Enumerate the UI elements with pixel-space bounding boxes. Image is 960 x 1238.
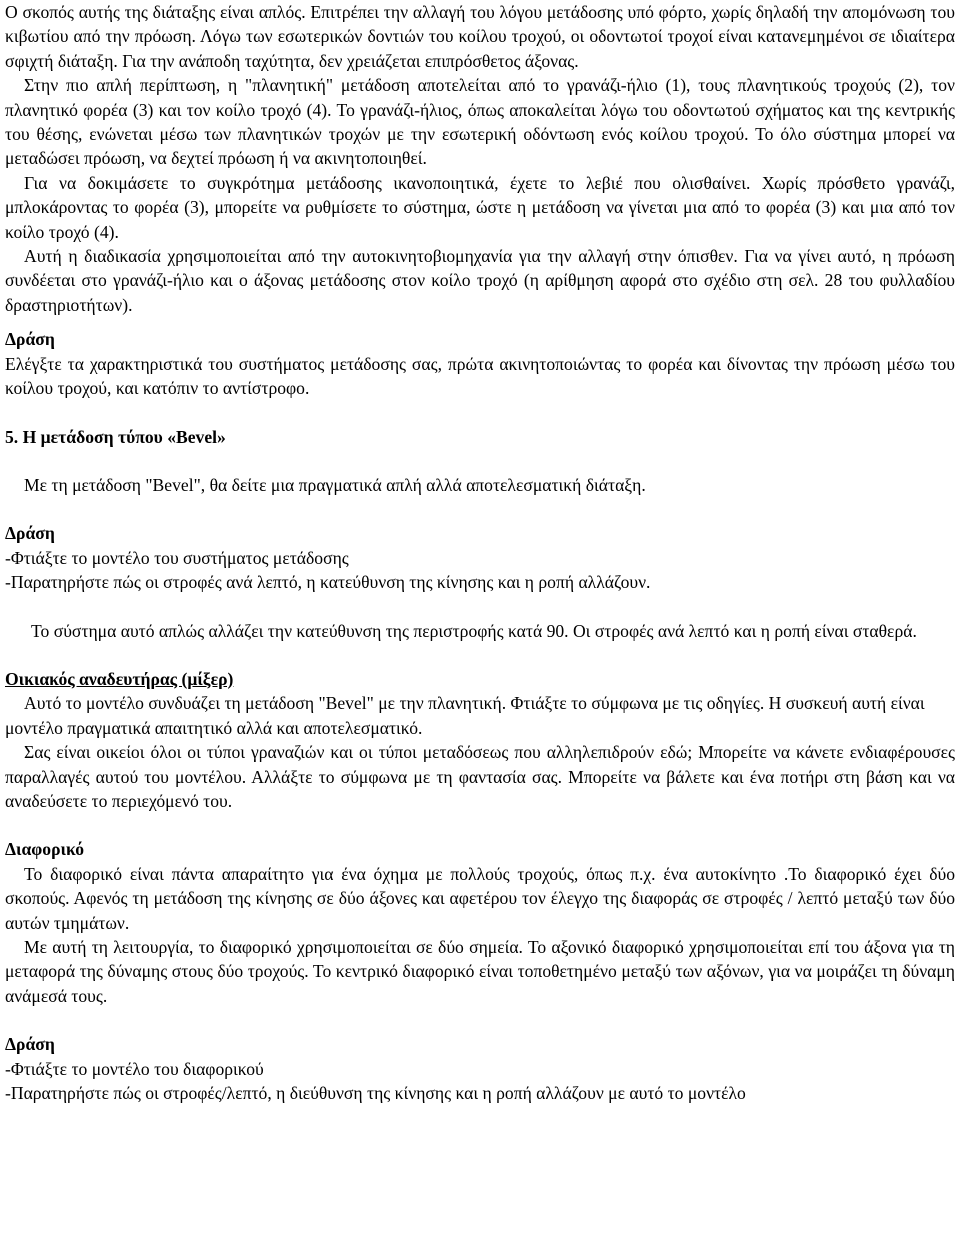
action-item: -Φτιάξτε το μοντέλο του συστήματος μετάδοσης xyxy=(5,547,349,568)
action-item: -Παρατηρήστε πώς οι στροφές/λεπτό, η διεύθυνση της κίνησης και η ροπή αλλάζουν με αυτό το μοντέλο xyxy=(5,1083,746,1104)
action-item: -Φτιάξτε το μοντέλο του διαφορικού xyxy=(5,1058,264,1079)
bevel-section-heading: 5. Η μετάδοση τύπου «Bevel» xyxy=(5,426,226,447)
differential-paragraph-2: Με αυτή τη λειτουργία, το διαφορικό χρησιμοποιείται σε δύο σημεία. Το αξονικό διαφορικό χρησιμοποιείται επί του άξονα για τη μεταφορά της δύναμης στους δύο τροχούς. Το κεντρικό διαφορικό είναι τοποθετημένο μεταξύ των αξόνων, για να μοιράζει τη δύναμη ανάμεσά τους. xyxy=(5,937,955,1006)
mixer-paragraph-1: Αυτό το μοντέλο συνδυάζει τη μετάδοση "Bevel" με την πλανητική. Φτιάξτε το σύμφωνα με τις οδηγίες. Η συσκευή αυτή είναι μοντέλο πραγματικά απαιτητικό αλλά και αποτελεσματικό. xyxy=(5,693,925,738)
differential-paragraph-1: Το διαφορικό είναι πάντα απαραίτητο για ένα όχημα με πολλούς τροχούς, όπως π.χ. ένα αυτοκίνητο .Το διαφορικό έχει δύο σκοπούς. Αφενός τη μετάδοση της κίνησης σε δύο άξονες και αφετέρου τον έλεγχο της διαφοράς σε στροφές / λεπτό μεταξύ των δύο αυτών τμημάτων. xyxy=(5,863,955,933)
action-heading-3: Δράση xyxy=(5,1034,55,1055)
intro-paragraph: Ο σκοπός αυτής της διάταξης είναι απλός. Επιτρέπει την αλλαγή του λόγου μετάδοσης υπό φόρτο, χωρίς δηλαδή την απομόνωση του κιβωτίου από την πρόωση. Λόγω των εσωτερικών δοντιών του κοίλου τροχού, οι οδοντωτοί τροχοί είναι κατανεμημένοι σε ιδιαίτερα σφιχτή διάταξη. Για την ανάποδη ταχύτητα, δεν χρειάζεται επιπρόσθετος άξονας. xyxy=(5,2,955,71)
action-heading-1: Δράση xyxy=(5,329,55,350)
mixer-paragraph-2: Σας είναι οικείοι όλοι οι τύποι γραναζιών και οι τύποι μεταδόσεως που αλληλεπιδρούν εδώ; Μπορείτε να κάνετε ενδιαφέρουσες παραλλαγές αυτού του μοντέλου. Αλλάξτε το σύμφωνα με τη φαντασία σας. Μπορείτε να βάλετε και ένα ποτήρι στη βάση και να αναδεύσετε το περιεχόμενό του. xyxy=(5,742,955,811)
action-item: -Παρατηρήστε πώς οι στροφές ανά λεπτό, η κατεύθυνση της κίνησης και η ροπή αλλάζουν. xyxy=(5,572,651,593)
action-text-1: Ελέγξτε τα χαρακτηριστικά του συστήματος μετάδοσης σας, πρώτα ακινητοποιώντας το φορέα και δίνοντας την πρόωση μέσω του κοίλου τροχού, και κατόπιν το αντίστροφο. xyxy=(5,353,955,399)
testing-paragraph: Για να δοκιμάσετε το συγκρότημα μετάδοσης ικανοποιητικά, έχετε το λεβιέ που ολισθαίνει. Χωρίς πρόσθετο γρανάζι, μπλοκάροντας το φορέα (3), μπορείτε να ρυθμίσετε το σύστημα, ώστε η μετάδοση να γίνεται μια από το φορέα (3) και μια από τον κοίλο τροχό (4). xyxy=(5,172,955,242)
planetary-description-paragraph: Στην πιο απλή περίπτωση, η "πλανητική" μετάδοση αποτελείται από το γρανάζι-ήλιο (1), τους πλανητικούς τροχούς (2), τον πλανητικό φορέα (3) και τον κοίλο τροχό (4). Το γρανάζι-ήλιος, όπως αποκαλείται λόγω του οδοντωτού σχήματος και της κεντρικής του θέσης, ενώνεται μέσω των πλανητικών τροχών με την εσωτερική οδόντωση ενός κοίλου τροχού. Το όλο σύστημα μπορεί να μεταδώσει πρόωση, να δεχτεί πρόωση ή να ακινητοποιηθεί. xyxy=(5,75,955,169)
reverse-gear-paragraph: Αυτή η διαδικασία χρησιμοποιείται από την αυτοκινητοβιομηχανία για την αλλαγή στην όπισθεν. Για να γίνει αυτό, η πρόωση συνδέεται στο γρανάζι-ήλιο και ο άξονας μετάδοσης στον κοίλο τροχό (η αρίθμηση αφορά στο σχέδιο στη σελ. 28 του φυλλαδίου δραστηριοτήτων). xyxy=(5,246,955,315)
bevel-result-paragraph: Το σύστημα αυτό απλώς αλλάζει την κατεύθυνση της περιστροφής κατά 90. Οι στροφές ανά λεπτό και η ροπή είναι σταθερά. xyxy=(31,620,917,641)
mixer-heading: Οικιακός αναδευτήρας (μίξερ) xyxy=(5,668,234,689)
bevel-intro-paragraph: Με τη μετάδοση "Bevel", θα δείτε μια πραγματικά απλή αλλά αποτελεσματική διάταξη. xyxy=(24,474,646,495)
differential-heading: Διαφορικό xyxy=(5,839,85,860)
action-heading-2: Δράση xyxy=(5,523,55,544)
